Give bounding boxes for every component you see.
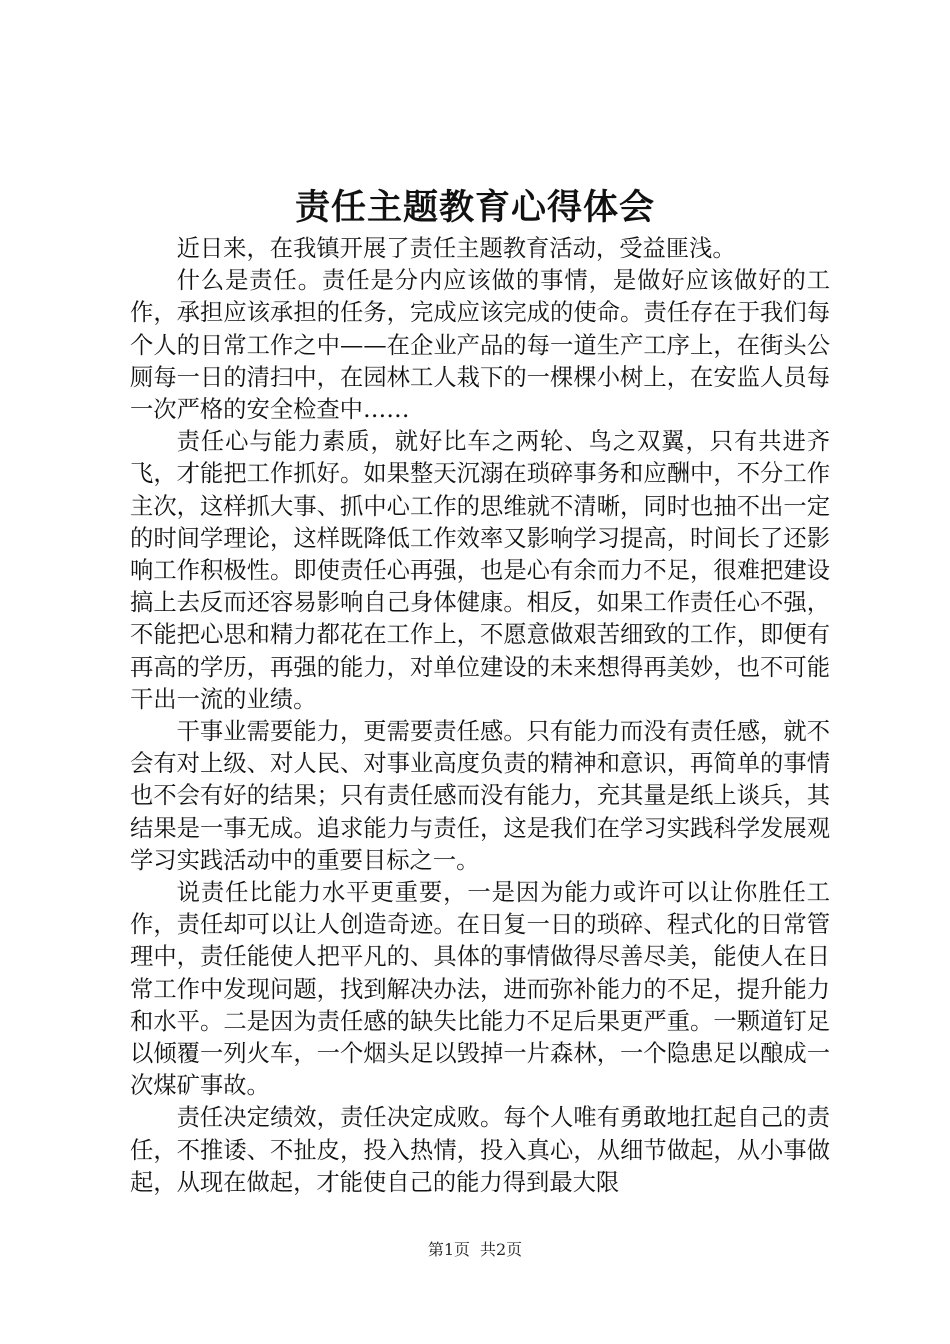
page-number: 第1页 [427, 1240, 470, 1259]
document-title: 责任主题教育心得体会 [294, 188, 655, 228]
paragraph: 责任心与能力素质，就好比车之两轮、鸟之双翼，只有共进齐飞，才能把工作抓好。如果整天沉溺在琐碎事务和应酬中，不分工作主次，这样抓大事、抓中心工作的思维就不清晰，同时也抽不出一定的时间学理论，这样既降低工作效率又影响学习提高，时间长了还影响工作积极性。即使责任心再强，也是心有余而力不足，很难把建设搞上去反而还容易影响自己身体健康。相反，如果工作责任心不强，不能把心思和精力都花在工作上，不愿意做艰苦细致的工作，即便有再高的学历，再强的能力，对单位建设的未来想得再美妙，也不可能干出一流的业绩。 [130, 428, 830, 713]
document-body [130, 233, 830, 1199]
paragraph: 干事业需要能力，更需要责任感。只有能力而没有责任感，就不会有对上级、对人民、对事业高度负责的精神和意识，再简单的事情也不会有好的结果；只有责任感而没有能力，充其量是纸上谈兵，其结果是一事无成。追求能力与责任，这是我们在学习实践科学发展观学习实践活动中的重要目标之一。 [130, 718, 830, 874]
paragraph: 说责任比能力水平更重要，一是因为能力或许可以让你胜任工作，责任却可以让人创造奇迹。在日复一日的琐碎、程式化的日常管理中，责任能使人把平凡的、具体的事情做得尽善尽美，能使人在日常工作中发现问题，找到解决办法，进而弥补能力的不足，提升能力和水平。二是因为责任感的缺失比能力不足后果更严重。一颗道钉足以倾覆一列火车，一个烟头足以毁掉一片森林，一个隐患足以酿成一次煤矿事故。 [130, 879, 830, 1100]
page-total: 共2页 [480, 1240, 523, 1259]
paragraph: 责任决定绩效，责任决定成败。每个人唯有勇敢地扛起自己的责任，不推诿、不扯皮，投入热情，投入真心，从细节做起，从小事做起，从现在做起，才能使自己的能力得到最大限 [130, 1104, 830, 1196]
page-footer [0, 1240, 950, 1260]
paragraph: 近日来，在我镇开展了责任主题教育活动，受益匪浅。 [176, 235, 736, 262]
paragraph: 什么是责任。责任是分内应该做的事情，是做好应该做好的工作，承担应该承担的任务，完成应该完成的使命。责任存在于我们每个人的日常工作之中——在企业产品的每一道生产工序上，在街头公厕每一日的清扫中，在园林工人栽下的一棵棵小树上，在安监人员每一次严格的安全检查中…… [130, 267, 830, 424]
